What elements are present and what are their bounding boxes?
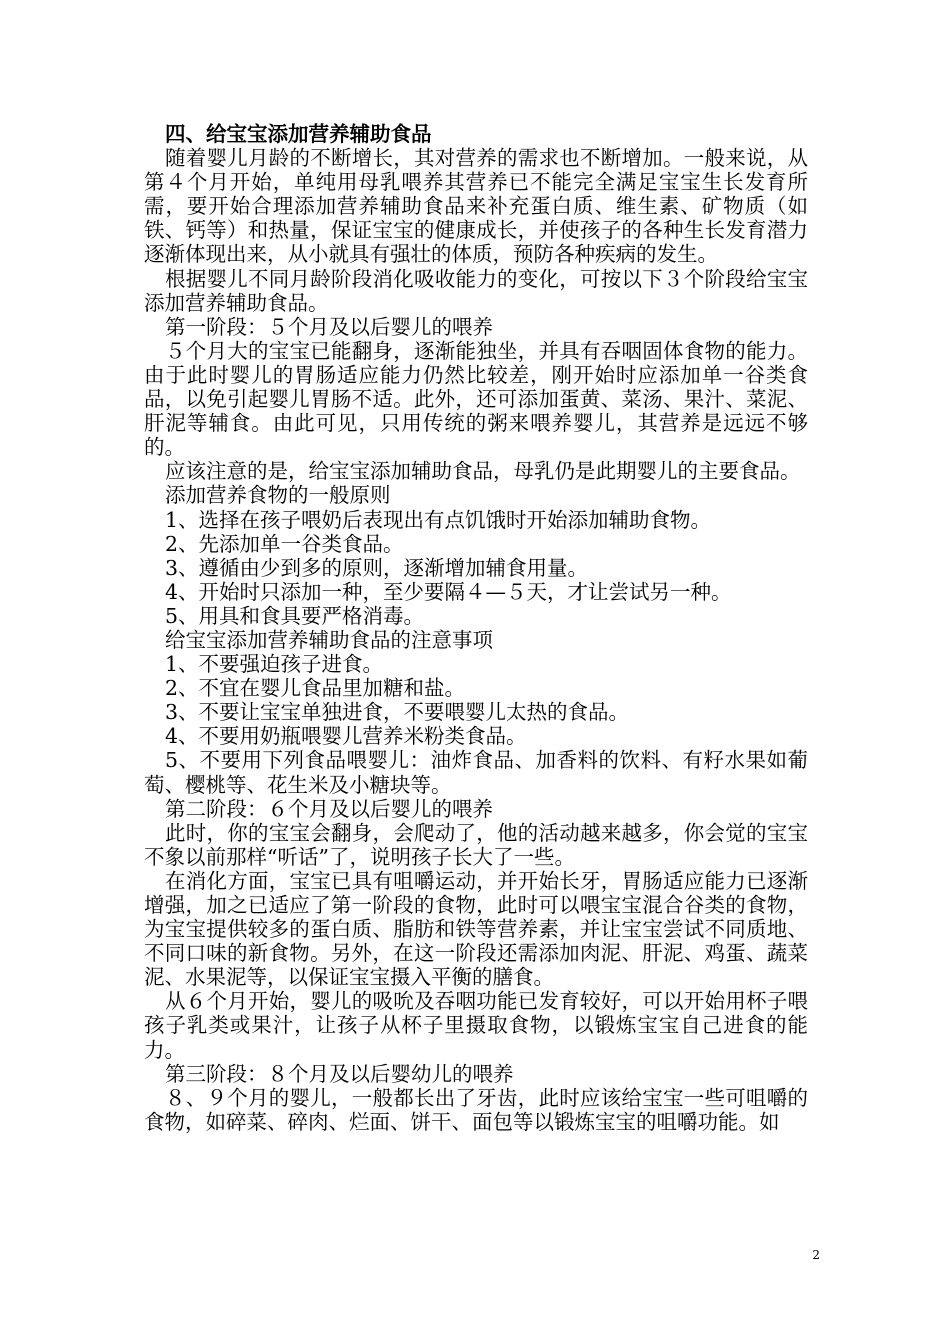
list-item: 3、不要让宝宝单独进食，不要喂婴儿太热的食品。: [165, 700, 630, 725]
list-item: 2、先添加单一谷类食品。: [165, 531, 404, 556]
list-item: 1、不要强迫孩子进食。: [165, 652, 384, 677]
list-item: 2、不宜在婴儿食品里加糖和盐。: [165, 676, 466, 701]
paragraph: 从６个月开始，婴儿的吸吮及吞咽功能已发育较好，可以开始用杯子喂孩子乳类或果汁，让孩子从杯子里摄取食物，以锻炼宝宝自己进食的能力。: [144, 989, 808, 1062]
paragraph: ５个月大的宝宝已能翻身，逐渐能独坐，并具有吞咽固体食物的能力。由于此时婴儿的胃肠适应能力仍然比较差，刚开始时应添加单一谷类食品，以免引起婴儿胃肠不适。此外，还可添加蛋黄、菜汤、果汁、菜泥、肝泥等辅食。由此可见，只用传统的粥来喂养婴儿，其营养是远远不够的。: [144, 338, 808, 460]
subheading: 添加营养食物的一般原则: [165, 483, 391, 508]
stage-heading: 第一阶段：５个月及以后婴儿的喂养: [165, 314, 493, 339]
paragraph: 在消化方面，宝宝已具有咀嚼运动，并开始长牙，胃肠适应能力已逐渐增强，加之已适应了第一阶段的食物，此时可以喂宝宝混合谷类的食物，为宝宝提供较多的蛋白质、脂肪和铁等营养素，并让宝宝尝试不同质地、不同口味的新食物。另外，在这一阶段还需添加肉泥、肝泥、鸡蛋、蔬菜泥、水果泥等，以保证宝宝摄入平衡的膳食。: [144, 868, 808, 990]
paragraph: 此时，你的宝宝会翻身，会爬动了，他的活动越来越多，你会觉的宝宝不象以前那样“听话”了，说明孩子长大了一些。: [144, 820, 808, 869]
paragraph: 应该注意的是，给宝宝添加辅助食品，母乳仍是此期婴儿的主要食品。: [165, 459, 801, 484]
list-item: 4、开始时只添加一种，至少要隔４—５天，才让尝试另一种。: [165, 579, 732, 604]
document-body: [144, 122, 808, 1134]
list-item: 1、选择在孩子喂奶后表现出有点饥饿时开始添加辅助食物。: [165, 507, 712, 532]
subheading: 给宝宝添加营养辅助食品的注意事项: [165, 627, 493, 652]
page-number: 2: [812, 1248, 820, 1262]
list-item: 3、遵循由少到多的原则，逐渐增加辅食用量。: [165, 555, 589, 580]
stage-heading: 第二阶段：６个月及以后婴儿的喂养: [165, 796, 493, 821]
paragraph: ８、９个月的婴儿，一般都长出了牙齿，此时应该给宝宝一些可咀嚼的食物，如碎菜、碎肉、烂面、饼干、面包等以锻炼宝宝的咀嚼功能。如: [144, 1085, 808, 1134]
list-item: 5、不要用下列食品喂婴儿：油炸食品、加香料的饮料、有籽水果如葡萄、樱桃等、花生米及小糖块等。: [144, 748, 808, 797]
stage-heading: 第三阶段：８个月及以后婴幼儿的喂养: [165, 1061, 514, 1086]
paragraph: 随着婴儿月龄的不断增长，其对营养的需求也不断增加。一般来说，从第４个月开始，单纯用母乳喂养其营养已不能完全满足宝宝生长发育所需，要开始合理添加营养辅助食品来补充蛋白质、维生素、矿物质（如铁、钙等）和热量，保证宝宝的健康成长，并使孩子的各种生长发育潜力逐渐体现出来，从小就具有强壮的体质，预防各种疾病的发生。: [144, 146, 808, 267]
paragraph: 根据婴儿不同月龄阶段消化吸收能力的变化，可按以下３个阶段给宝宝添加营养辅助食品。: [144, 266, 808, 315]
list-item: 5、用具和食具要严格消毒。: [165, 603, 425, 628]
section-heading: 四、给宝宝添加营养辅助食品: [165, 122, 432, 146]
list-item: 4、不要用奶瓶喂婴儿营养米粉类食品。: [165, 724, 527, 749]
